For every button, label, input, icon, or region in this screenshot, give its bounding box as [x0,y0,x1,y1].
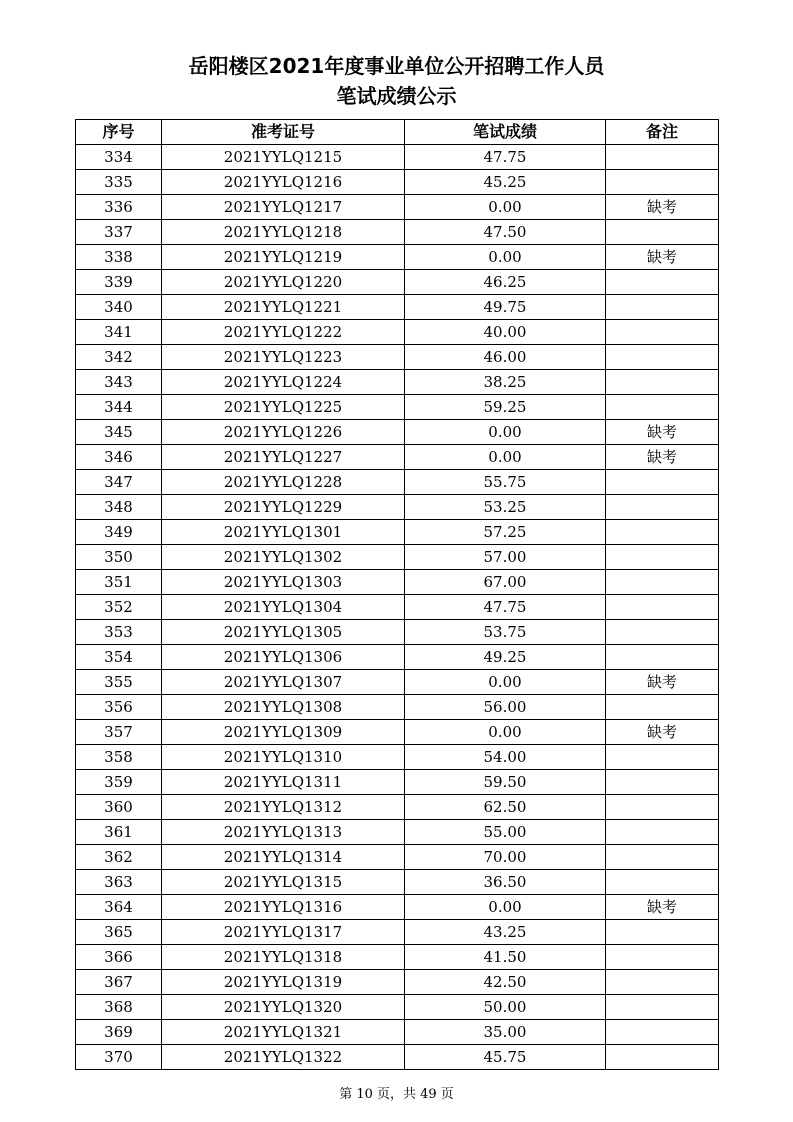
cell-remarks: 缺考 [606,245,719,270]
cell-written-score: 0.00 [405,195,606,220]
table-row [76,395,719,420]
cell-serial-number: 337 [76,220,162,245]
cell-remarks [606,870,719,895]
cell-serial-number: 350 [76,545,162,570]
cell-exam-id: 2021YYLQ1221 [162,295,405,320]
cell-written-score: 57.00 [405,545,606,570]
table-row [76,170,719,195]
cell-exam-id: 2021YYLQ1318 [162,945,405,970]
cell-exam-id: 2021YYLQ1220 [162,270,405,295]
cell-written-score: 49.75 [405,295,606,320]
cell-written-score: 36.50 [405,870,606,895]
table-row [76,495,719,520]
cell-serial-number: 351 [76,570,162,595]
cell-serial-number: 365 [76,920,162,945]
cell-remarks [606,1045,719,1070]
cell-exam-id: 2021YYLQ1305 [162,620,405,645]
cell-serial-number: 356 [76,695,162,720]
cell-remarks [606,470,719,495]
table-row [76,995,719,1020]
cell-exam-id: 2021YYLQ1216 [162,170,405,195]
cell-written-score: 67.00 [405,570,606,595]
cell-exam-id: 2021YYLQ1310 [162,745,405,770]
cell-exam-id: 2021YYLQ1223 [162,345,405,370]
table-row [76,795,719,820]
table-row [76,895,719,920]
cell-serial-number: 366 [76,945,162,970]
cell-written-score: 42.50 [405,970,606,995]
table-row [76,345,719,370]
cell-remarks [606,620,719,645]
cell-exam-id: 2021YYLQ1228 [162,470,405,495]
table-row [76,145,719,170]
table-row [76,770,719,795]
cell-written-score: 53.25 [405,495,606,520]
table-row [76,545,719,570]
cell-exam-id: 2021YYLQ1304 [162,595,405,620]
cell-exam-id: 2021YYLQ1312 [162,795,405,820]
cell-exam-id: 2021YYLQ1215 [162,145,405,170]
cell-remarks: 缺考 [606,420,719,445]
cell-serial-number: 362 [76,845,162,870]
cell-serial-number: 369 [76,1020,162,1045]
cell-written-score: 41.50 [405,945,606,970]
table-row [76,970,719,995]
cell-serial-number: 343 [76,370,162,395]
table-row [76,845,719,870]
cell-serial-number: 335 [76,170,162,195]
cell-remarks: 缺考 [606,720,719,745]
table-row [76,745,719,770]
table-row [76,370,719,395]
cell-remarks [606,170,719,195]
cell-serial-number: 347 [76,470,162,495]
cell-exam-id: 2021YYLQ1301 [162,520,405,545]
cell-remarks [606,745,719,770]
table-row [76,870,719,895]
cell-written-score: 55.75 [405,470,606,495]
cell-serial-number: 352 [76,595,162,620]
cell-remarks [606,1020,719,1045]
cell-remarks [606,645,719,670]
cell-remarks [606,295,719,320]
cell-serial-number: 339 [76,270,162,295]
page-footer: 第 10 页，共 49 页 [339,1087,454,1102]
cell-written-score: 0.00 [405,720,606,745]
cell-written-score: 57.25 [405,520,606,545]
cell-exam-id: 2021YYLQ1319 [162,970,405,995]
cell-written-score: 0.00 [405,245,606,270]
cell-written-score: 43.25 [405,920,606,945]
table-row [76,520,719,545]
cell-written-score: 49.25 [405,645,606,670]
table-row [76,720,719,745]
cell-remarks [606,970,719,995]
table-row [76,645,719,670]
cell-serial-number: 361 [76,820,162,845]
cell-written-score: 54.00 [405,745,606,770]
cell-remarks [606,695,719,720]
cell-written-score: 53.75 [405,620,606,645]
cell-exam-id: 2021YYLQ1303 [162,570,405,595]
cell-written-score: 47.50 [405,220,606,245]
cell-written-score: 0.00 [405,895,606,920]
cell-remarks: 缺考 [606,195,719,220]
cell-serial-number: 355 [76,670,162,695]
cell-written-score: 0.00 [405,670,606,695]
cell-exam-id: 2021YYLQ1322 [162,1045,405,1070]
cell-exam-id: 2021YYLQ1224 [162,370,405,395]
cell-remarks [606,520,719,545]
table-body [76,145,719,1070]
table-row [76,270,719,295]
cell-written-score: 0.00 [405,420,606,445]
cell-exam-id: 2021YYLQ1307 [162,670,405,695]
cell-remarks [606,395,719,420]
table-header-row [76,120,719,145]
scores-table [75,119,719,1070]
header-exam-id: 准考证号 [162,120,405,145]
cell-written-score: 45.25 [405,170,606,195]
cell-exam-id: 2021YYLQ1317 [162,920,405,945]
table-row [76,445,719,470]
cell-remarks [606,770,719,795]
table-row [76,220,719,245]
cell-serial-number: 338 [76,245,162,270]
cell-serial-number: 348 [76,495,162,520]
cell-remarks [606,545,719,570]
table-row [76,195,719,220]
cell-remarks [606,220,719,245]
cell-remarks [606,820,719,845]
cell-written-score: 38.25 [405,370,606,395]
cell-remarks [606,345,719,370]
cell-remarks: 缺考 [606,895,719,920]
cell-serial-number: 359 [76,770,162,795]
cell-remarks [606,570,719,595]
table-row [76,670,719,695]
table-row [76,620,719,645]
table-row [76,945,719,970]
table-row [76,245,719,270]
table-row [76,820,719,845]
cell-remarks [606,270,719,295]
cell-remarks [606,595,719,620]
cell-written-score: 35.00 [405,1020,606,1045]
cell-serial-number: 357 [76,720,162,745]
cell-serial-number: 358 [76,745,162,770]
cell-remarks [606,370,719,395]
cell-written-score: 59.50 [405,770,606,795]
cell-serial-number: 354 [76,645,162,670]
cell-serial-number: 364 [76,895,162,920]
cell-remarks: 缺考 [606,445,719,470]
header-written-score: 笔试成绩 [405,120,606,145]
cell-remarks [606,145,719,170]
cell-remarks [606,320,719,345]
cell-written-score: 59.25 [405,395,606,420]
cell-exam-id: 2021YYLQ1315 [162,870,405,895]
cell-exam-id: 2021YYLQ1316 [162,895,405,920]
table-row [76,920,719,945]
cell-exam-id: 2021YYLQ1229 [162,495,405,520]
cell-written-score: 46.00 [405,345,606,370]
cell-exam-id: 2021YYLQ1225 [162,395,405,420]
cell-exam-id: 2021YYLQ1217 [162,195,405,220]
cell-written-score: 55.00 [405,820,606,845]
cell-exam-id: 2021YYLQ1308 [162,695,405,720]
cell-written-score: 70.00 [405,845,606,870]
table-row [76,595,719,620]
cell-serial-number: 344 [76,395,162,420]
cell-remarks [606,495,719,520]
cell-remarks [606,945,719,970]
cell-remarks [606,845,719,870]
cell-exam-id: 2021YYLQ1222 [162,320,405,345]
cell-exam-id: 2021YYLQ1226 [162,420,405,445]
cell-exam-id: 2021YYLQ1314 [162,845,405,870]
cell-exam-id: 2021YYLQ1313 [162,820,405,845]
cell-serial-number: 340 [76,295,162,320]
table-row [76,1045,719,1070]
cell-written-score: 45.75 [405,1045,606,1070]
cell-written-score: 47.75 [405,145,606,170]
cell-written-score: 47.75 [405,595,606,620]
cell-exam-id: 2021YYLQ1309 [162,720,405,745]
cell-serial-number: 360 [76,795,162,820]
page-title: 岳阳楼区2021年度事业单位公开招聘工作人员 [188,54,605,78]
cell-serial-number: 353 [76,620,162,645]
cell-serial-number: 370 [76,1045,162,1070]
cell-exam-id: 2021YYLQ1320 [162,995,405,1020]
cell-serial-number: 341 [76,320,162,345]
cell-exam-id: 2021YYLQ1219 [162,245,405,270]
cell-written-score: 62.50 [405,795,606,820]
cell-exam-id: 2021YYLQ1218 [162,220,405,245]
cell-serial-number: 342 [76,345,162,370]
table-row [76,695,719,720]
page-subtitle: 笔试成绩公示 [336,84,457,108]
cell-serial-number: 346 [76,445,162,470]
cell-exam-id: 2021YYLQ1311 [162,770,405,795]
cell-remarks: 缺考 [606,670,719,695]
table-row [76,570,719,595]
cell-written-score: 50.00 [405,995,606,1020]
cell-serial-number: 349 [76,520,162,545]
cell-serial-number: 363 [76,870,162,895]
cell-written-score: 46.25 [405,270,606,295]
cell-remarks [606,795,719,820]
header-serial-number: 序号 [76,120,162,145]
cell-exam-id: 2021YYLQ1227 [162,445,405,470]
table-row [76,420,719,445]
cell-exam-id: 2021YYLQ1306 [162,645,405,670]
cell-remarks [606,995,719,1020]
table-row [76,470,719,495]
cell-exam-id: 2021YYLQ1321 [162,1020,405,1045]
cell-written-score: 56.00 [405,695,606,720]
header-remarks: 备注 [606,120,719,145]
cell-serial-number: 368 [76,995,162,1020]
cell-written-score: 40.00 [405,320,606,345]
cell-serial-number: 336 [76,195,162,220]
cell-serial-number: 345 [76,420,162,445]
table-row [76,320,719,345]
cell-remarks [606,920,719,945]
cell-serial-number: 367 [76,970,162,995]
cell-written-score: 0.00 [405,445,606,470]
table-row [76,295,719,320]
cell-exam-id: 2021YYLQ1302 [162,545,405,570]
table-row [76,1020,719,1045]
cell-serial-number: 334 [76,145,162,170]
